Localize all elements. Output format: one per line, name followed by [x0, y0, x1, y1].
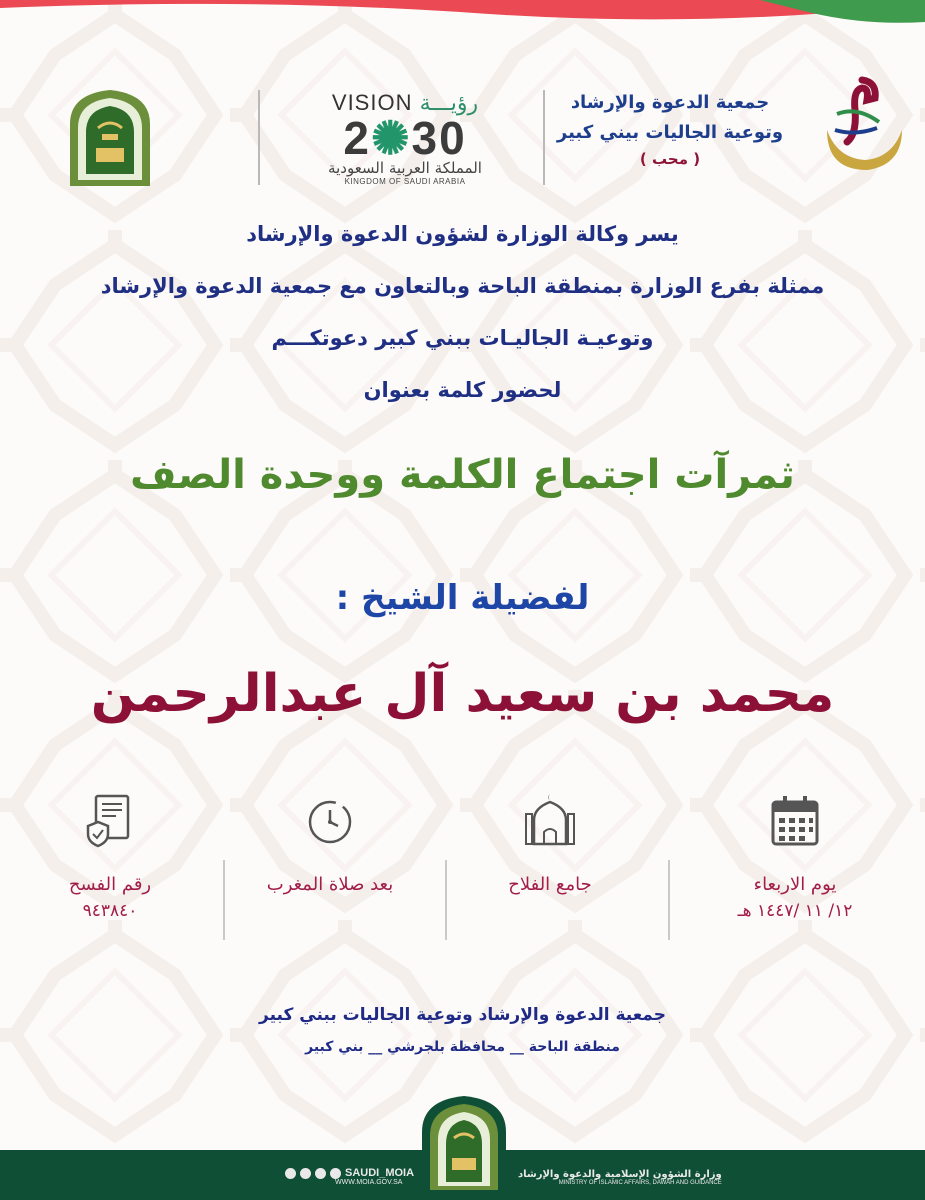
vision-year-prefix: 2: [343, 112, 371, 164]
footer-location: منطقة الباحة __ محافظة بلجرشي __ بني كبير: [305, 1039, 620, 1055]
place-label: جامع الفلاح: [508, 874, 592, 895]
instagram-icon[interactable]: [300, 1168, 311, 1179]
association-line1: جمعية الدعوة والإرشاد: [570, 92, 770, 113]
vision-country-en: KINGDOM OF SAUDI ARABIA: [344, 177, 466, 186]
association-header: [545, 88, 795, 168]
website-link[interactable]: WWW.MOIA.GOV.SA: [335, 1179, 403, 1186]
date-label: ١٢/ ١١ /١٤٤٧ هـ: [737, 901, 853, 921]
time-label: بعد صلاة المغرب: [266, 874, 394, 895]
info-place: [450, 790, 650, 960]
header-divider-left: [258, 90, 260, 185]
vision-label-ar: رؤيـــة: [419, 91, 479, 116]
clock-icon: [300, 790, 360, 850]
event-info: [30, 790, 895, 960]
footer-association-name: جمعية الدعوة والإرشاد وتوعية الجاليات ببني كبير: [259, 1005, 666, 1025]
vision-year-suffix: 30: [411, 112, 467, 164]
sheikh-label: لفضيلة الشيخ :: [335, 578, 590, 618]
info-divider-3: [223, 860, 225, 940]
association-logo: [807, 70, 907, 180]
vision-country-ar: المملكة العربية السعودية: [328, 159, 482, 177]
intro-line-3: وتوعيـة الجاليـات ببني كبير دعوتكـــم: [271, 326, 654, 350]
ministry-footer-logo: [418, 1094, 510, 1194]
ministry-name-ar: وزارة الشؤون الإسلامية والدعوة والإرشاد: [518, 1169, 722, 1180]
social-handle[interactable]: SAUDI_MOIA: [345, 1167, 415, 1179]
twitter-icon[interactable]: [330, 1168, 341, 1179]
header: [0, 70, 925, 200]
ministry-name: [518, 1169, 722, 1186]
intro-text: [40, 208, 885, 416]
vision-year-emblem: ✺: [370, 112, 412, 164]
intro-line-4: لحضور كلمة بعنوان: [363, 378, 562, 402]
association-short-name: ( محب ): [639, 150, 701, 168]
day-label: يوم الاربعاء: [753, 874, 837, 895]
info-divider-1: [668, 860, 670, 940]
calendar-icon: [765, 790, 825, 850]
association-line2: وتوعية الجاليات بيني كبير: [556, 122, 784, 143]
facebook-icon[interactable]: [315, 1168, 326, 1179]
sheikh-name: محمد بن سعيد آل عبدالرحمن: [90, 664, 835, 724]
snapchat-icon[interactable]: [285, 1168, 296, 1179]
info-date: [695, 790, 895, 960]
vision-2030-logo: [300, 90, 510, 190]
top-decor-bar: [0, 0, 925, 26]
footer-association: [40, 1000, 885, 1064]
ministry-name-en: MINISTRY OF ISLAMIC AFFAIRS, DAWAH AND GUIDANCE: [558, 1180, 722, 1186]
permit-number: ٩٤٣٨٤٠: [82, 901, 138, 921]
info-permit: [10, 790, 210, 960]
permit-label: رقم الفسح: [68, 874, 152, 895]
mosque-icon: [520, 790, 580, 850]
vision-label-en: VISION: [331, 90, 413, 115]
lecture-title: ثمرآت اجتماع الكلمة ووحدة الصف: [130, 452, 795, 498]
ministry-logo: [62, 88, 158, 188]
intro-line-2: ممثلة بفرع الوزارة بمنطقة الباحة وبالتعاون مع جمعية الدعوة والإرشاد: [100, 274, 825, 298]
certificate-icon: [80, 790, 140, 850]
info-divider-2: [445, 860, 447, 940]
social-handles: [285, 1167, 414, 1186]
intro-line-1: يسر وكالة الوزارة لشؤون الدعوة والإرشاد: [246, 222, 679, 246]
info-time: [230, 790, 430, 960]
